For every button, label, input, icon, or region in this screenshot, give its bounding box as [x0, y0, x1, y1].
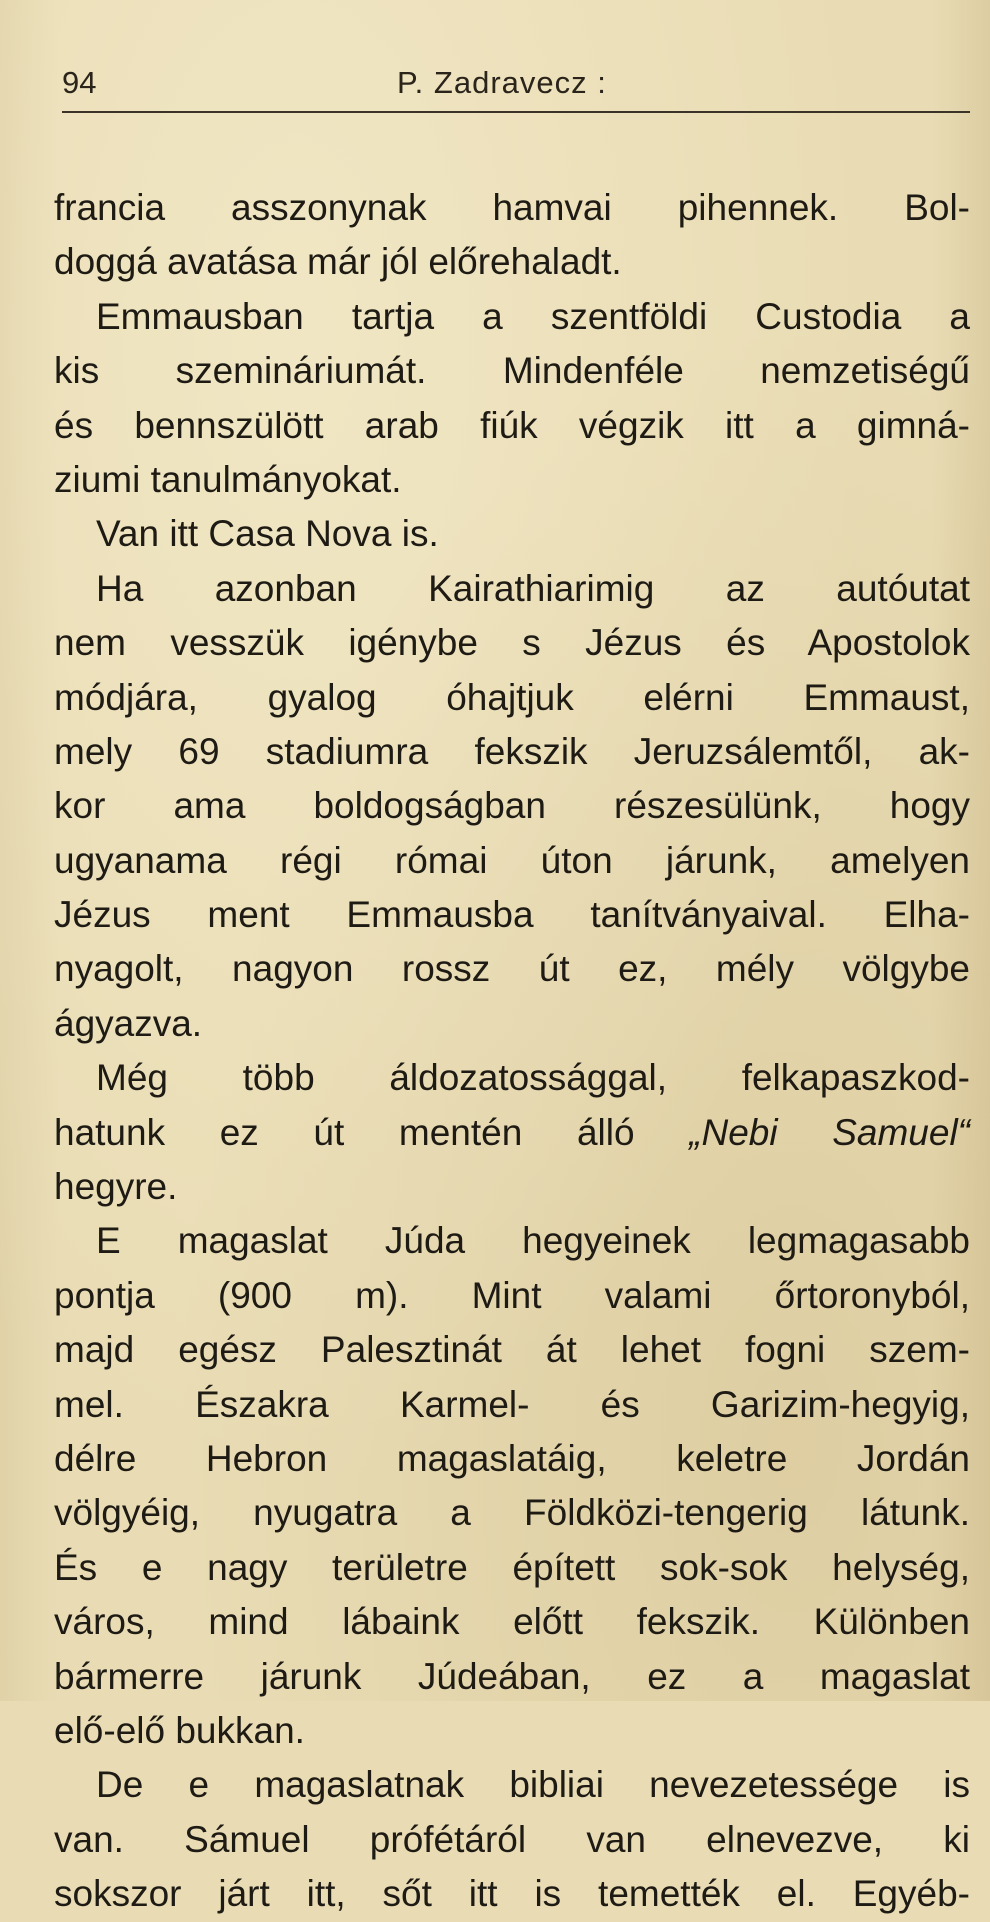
text-line: hegyre. — [54, 1166, 178, 1208]
text-line: doggá avatása már jól előrehaladt. — [54, 241, 622, 283]
text-line: Emmausban tartja a szentföldi Custodia a — [96, 295, 970, 337]
page-number: 94 — [62, 65, 97, 100]
text-line: francia asszonynak hamvai pihennek. Bol- — [54, 187, 970, 228]
text-line: E magaslat Júda hegyeinek legmagasabb — [96, 1220, 970, 1262]
text-line: mel. Északra Karmel- és Garizim-hegyig, — [54, 1383, 970, 1425]
running-title: P. Zadravecz : — [397, 65, 607, 100]
text-line: mely 69 stadiumra fekszik Jeruzsálemtől, ak- — [54, 730, 970, 772]
text-line: sokszor járt itt, sőt itt is temették el. Egyéb- — [54, 1873, 970, 1915]
header-rule — [62, 111, 970, 113]
text-line: város, mind lábaink előtt fekszik. Különben — [54, 1601, 970, 1643]
text-line: módjára, gyalog óhajtjuk elérni Emmaust, — [54, 676, 970, 718]
text-line: ágyazva. — [54, 1002, 203, 1044]
text-line: és bennszülött arab fiúk végzik itt a gimná- — [54, 404, 970, 446]
text-line: majd egész Palesztinát át lehet fogni szem- — [54, 1329, 970, 1371]
text-line: kis szemináriumát. Mindenféle nemzetiségű — [54, 350, 970, 392]
text-run: hatunk ez út mentén álló — [54, 1111, 690, 1153]
text-line: elő-elő bukkan. — [54, 1709, 305, 1751]
text-line: De e magaslatnak bibliai nevezetessége is — [96, 1764, 970, 1806]
text-line: Ha azonban Kairathiarimig az autóutat — [96, 567, 970, 609]
text-line: van. Sámuel prófétáról van elnevezve, ki — [54, 1818, 970, 1860]
text-line: Van itt Casa Nova is. — [96, 513, 439, 555]
text-line: kor ama boldogságban részesülünk, hogy — [54, 785, 970, 827]
text-line: Jézus ment Emmausba tanítványaival. Elha- — [54, 894, 970, 936]
text-line — [54, 1106, 970, 1160]
text-line: ugyanama régi római úton járunk, amelyen — [54, 839, 970, 881]
text-line: És e nagy területre épített sok-sok helység, — [54, 1546, 970, 1588]
body-text — [54, 181, 970, 1922]
text-line: völgyéig, nyugatra a Földközi-tengerig látunk. — [54, 1492, 970, 1534]
text-line: ziumi tanulmányokat. — [54, 458, 402, 500]
text-line: bármerre járunk Júdeában, ez a magaslat — [54, 1655, 970, 1697]
running-head — [62, 58, 970, 108]
text-line: nem vesszük igénybe s Jézus és Apostolok — [54, 622, 970, 664]
italic-title: „Nebi Samuel“ — [689, 1111, 970, 1153]
text-line: pontja (900 m). Mint valami őrtoronyból, — [54, 1274, 970, 1316]
text-line: nyagolt, nagyon rossz út ez, mély völgybe — [54, 948, 970, 990]
text-line: Még több áldozatossággal, felkapaszkod- — [96, 1057, 970, 1099]
text-line: délre Hebron magaslatáig, keletre Jordán — [54, 1437, 970, 1479]
